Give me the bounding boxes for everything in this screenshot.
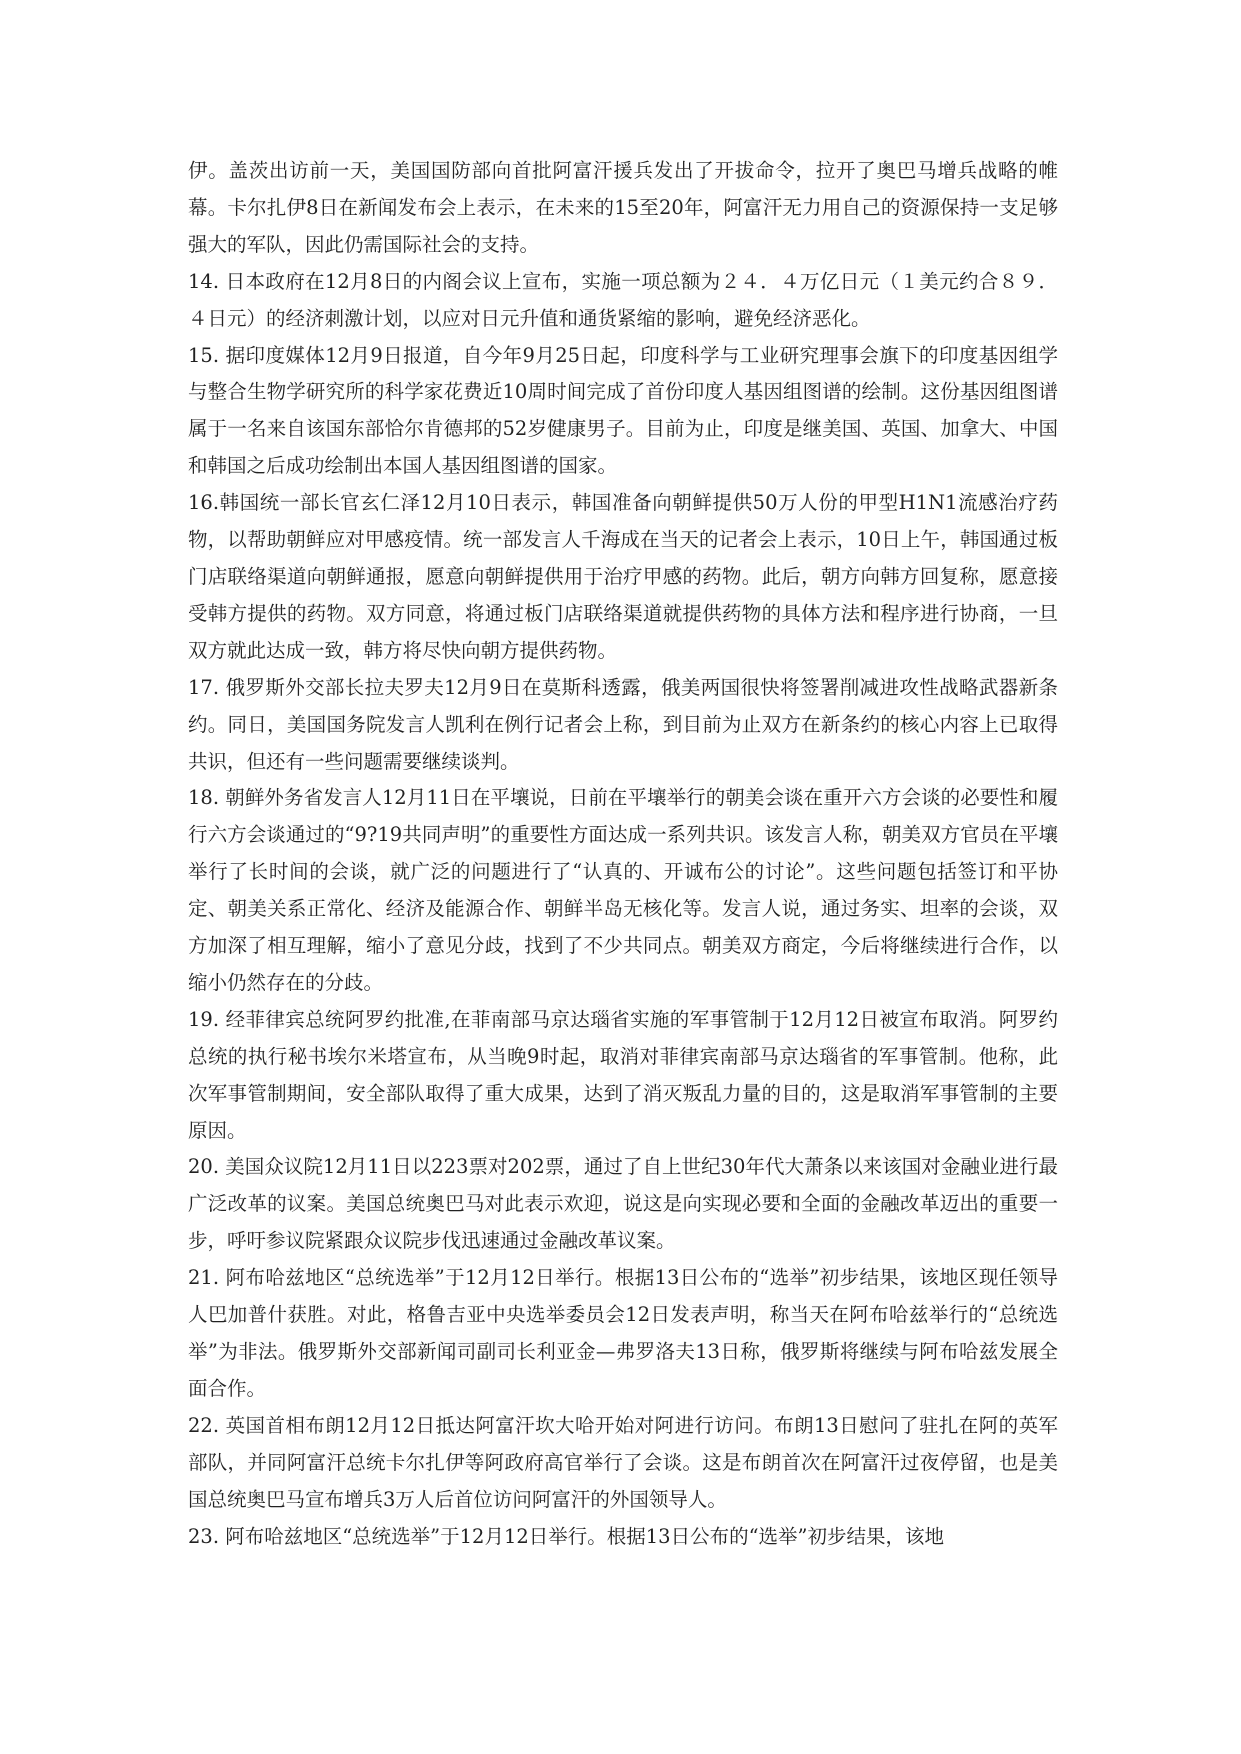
paragraph-item-18: 18. 朝鲜外务省发言人12月11日在平壤说，日前在平壤举行的朝美会谈在重开六方会谈的必要性和履行六方会谈通过的“9?19共同声明”的重要性方面达成一系列共识。该发言人称，朝美双方官员在平壤举行了长时间的会谈，就广泛的问题进行了“认真的、开诚布公的讨论”。这些问题包括签订和平协定、朝美关系正常化、经济及能源合作、朝鲜半岛无核化等。发言人说，通过务实、坦率的会谈，双方加深了相互理解，缩小了意见分歧，找到了不少共同点。朝美双方商定，今后将继续进行合作，以缩小仍然存在的分歧。 (188, 786, 1058, 994)
paragraph-item-17: 17. 俄罗斯外交部长拉夫罗夫12月9日在莫斯科透露，俄美两国很快将签署削减进攻性战略武器新条约。同日，美国国务院发言人凯利在例行记者会上称，到目前为止双方在新条约的核心内容上已取得共识，但还有一些问题需要继续谈判。 (188, 675, 1058, 773)
paragraph-item-16: 16.韩国统一部长官玄仁泽12月10日表示，韩国准备向朝鲜提供50万人份的甲型H1N1流感治疗药物，以帮助朝鲜应对甲感疫情。统一部发言人千海成在当天的记者会上表示，10日上午，韩国通过板门店联络渠道向朝鲜通报，愿意向朝鲜提供用于治疗甲感的药物。此后，朝方向韩方回复称，愿意接受韩方提供的药物。双方同意，将通过板门店联络渠道就提供药物的具体方法和程序进行协商，一旦双方就此达成一致，韩方将尽快向朝方提供药物。 (188, 491, 1058, 662)
document-body (188, 153, 1058, 1555)
paragraph-item-22: 22. 英国首相布朗12月12日抵达阿富汗坎大哈开始对阿进行访问。布朗13日慰问了驻扎在阿的英军部队，并同阿富汗总统卡尔扎伊等阿政府高官举行了会谈。这是布朗首次在阿富汗过夜停留，也是美国总统奥巴马宣布增兵3万人后首位访问阿富汗的外国领导人。 (188, 1413, 1058, 1511)
paragraph-item-14: 14. 日本政府在12月8日的内阁会议上宣布，实施一项总额为２４．４万亿日元（１美元约合８９．４日元）的经济刺激计划，以应对日元升值和通货紧缩的影响，避免经济恶化。 (188, 269, 1058, 330)
paragraph-item-15: 15. 据印度媒体12月9日报道，自今年9月25日起，印度科学与工业研究理事会旗下的印度基因组学与整合生物学研究所的科学家花费近10周时间完成了首份印度人基因组图谱的绘制。这份基因组图谱属于一名来自该国东部恰尔肯德邦的52岁健康男子。目前为止，印度是继美国、英国、加拿大、中国和韩国之后成功绘制出本国人基因组图谱的国家。 (188, 343, 1058, 478)
paragraph-continuation: 伊。盖茨出访前一天，美国国防部向首批阿富汗援兵发出了开拔命令，拉开了奥巴马增兵战略的帷幕。卡尔扎伊8日在新闻发布会上表示，在未来的15至20年，阿富汗无力用自己的资源保持一支足够强大的军队，因此仍需国际社会的支持。 (188, 159, 1058, 256)
paragraph-item-21: 21. 阿布哈兹地区“总统选举”于12月12日举行。根据13日公布的“选举”初步结果，该地区现任领导人巴加普什获胜。对此，格鲁吉亚中央选举委员会12日发表声明，称当天在阿布哈兹举行的“总统选举”为非法。俄罗斯外交部新闻司副司长利亚金—弗罗洛夫13日称，俄罗斯将继续与阿布哈兹发展全面合作。 (188, 1266, 1058, 1400)
paragraph-item-20: 20. 美国众议院12月11日以223票对202票，通过了自上世纪30年代大萧条以来该国对金融业进行最广泛改革的议案。美国总统奥巴马对此表示欢迎，说这是向实现必要和全面的金融改革迈出的重要一步，呼吁参议院紧跟众议院步伐迅速通过金融改革议案。 (188, 1155, 1058, 1253)
paragraph-item-19: 19. 经菲律宾总统阿罗约批准,在菲南部马京达瑙省实施的军事管制于12月12日被宣布取消。阿罗约总统的执行秘书埃尔米塔宣布，从当晚9时起，取消对菲律宾南部马京达瑙省的军事管制。他称，此次军事管制期间，安全部队取得了重大成果，达到了消灭叛乱力量的目的，这是取消军事管制的主要原因。 (188, 1007, 1058, 1142)
paragraph-item-23: 23. 阿布哈兹地区“总统选举”于12月12日举行。根据13日公布的“选举”初步结果，该地 (188, 1524, 945, 1548)
